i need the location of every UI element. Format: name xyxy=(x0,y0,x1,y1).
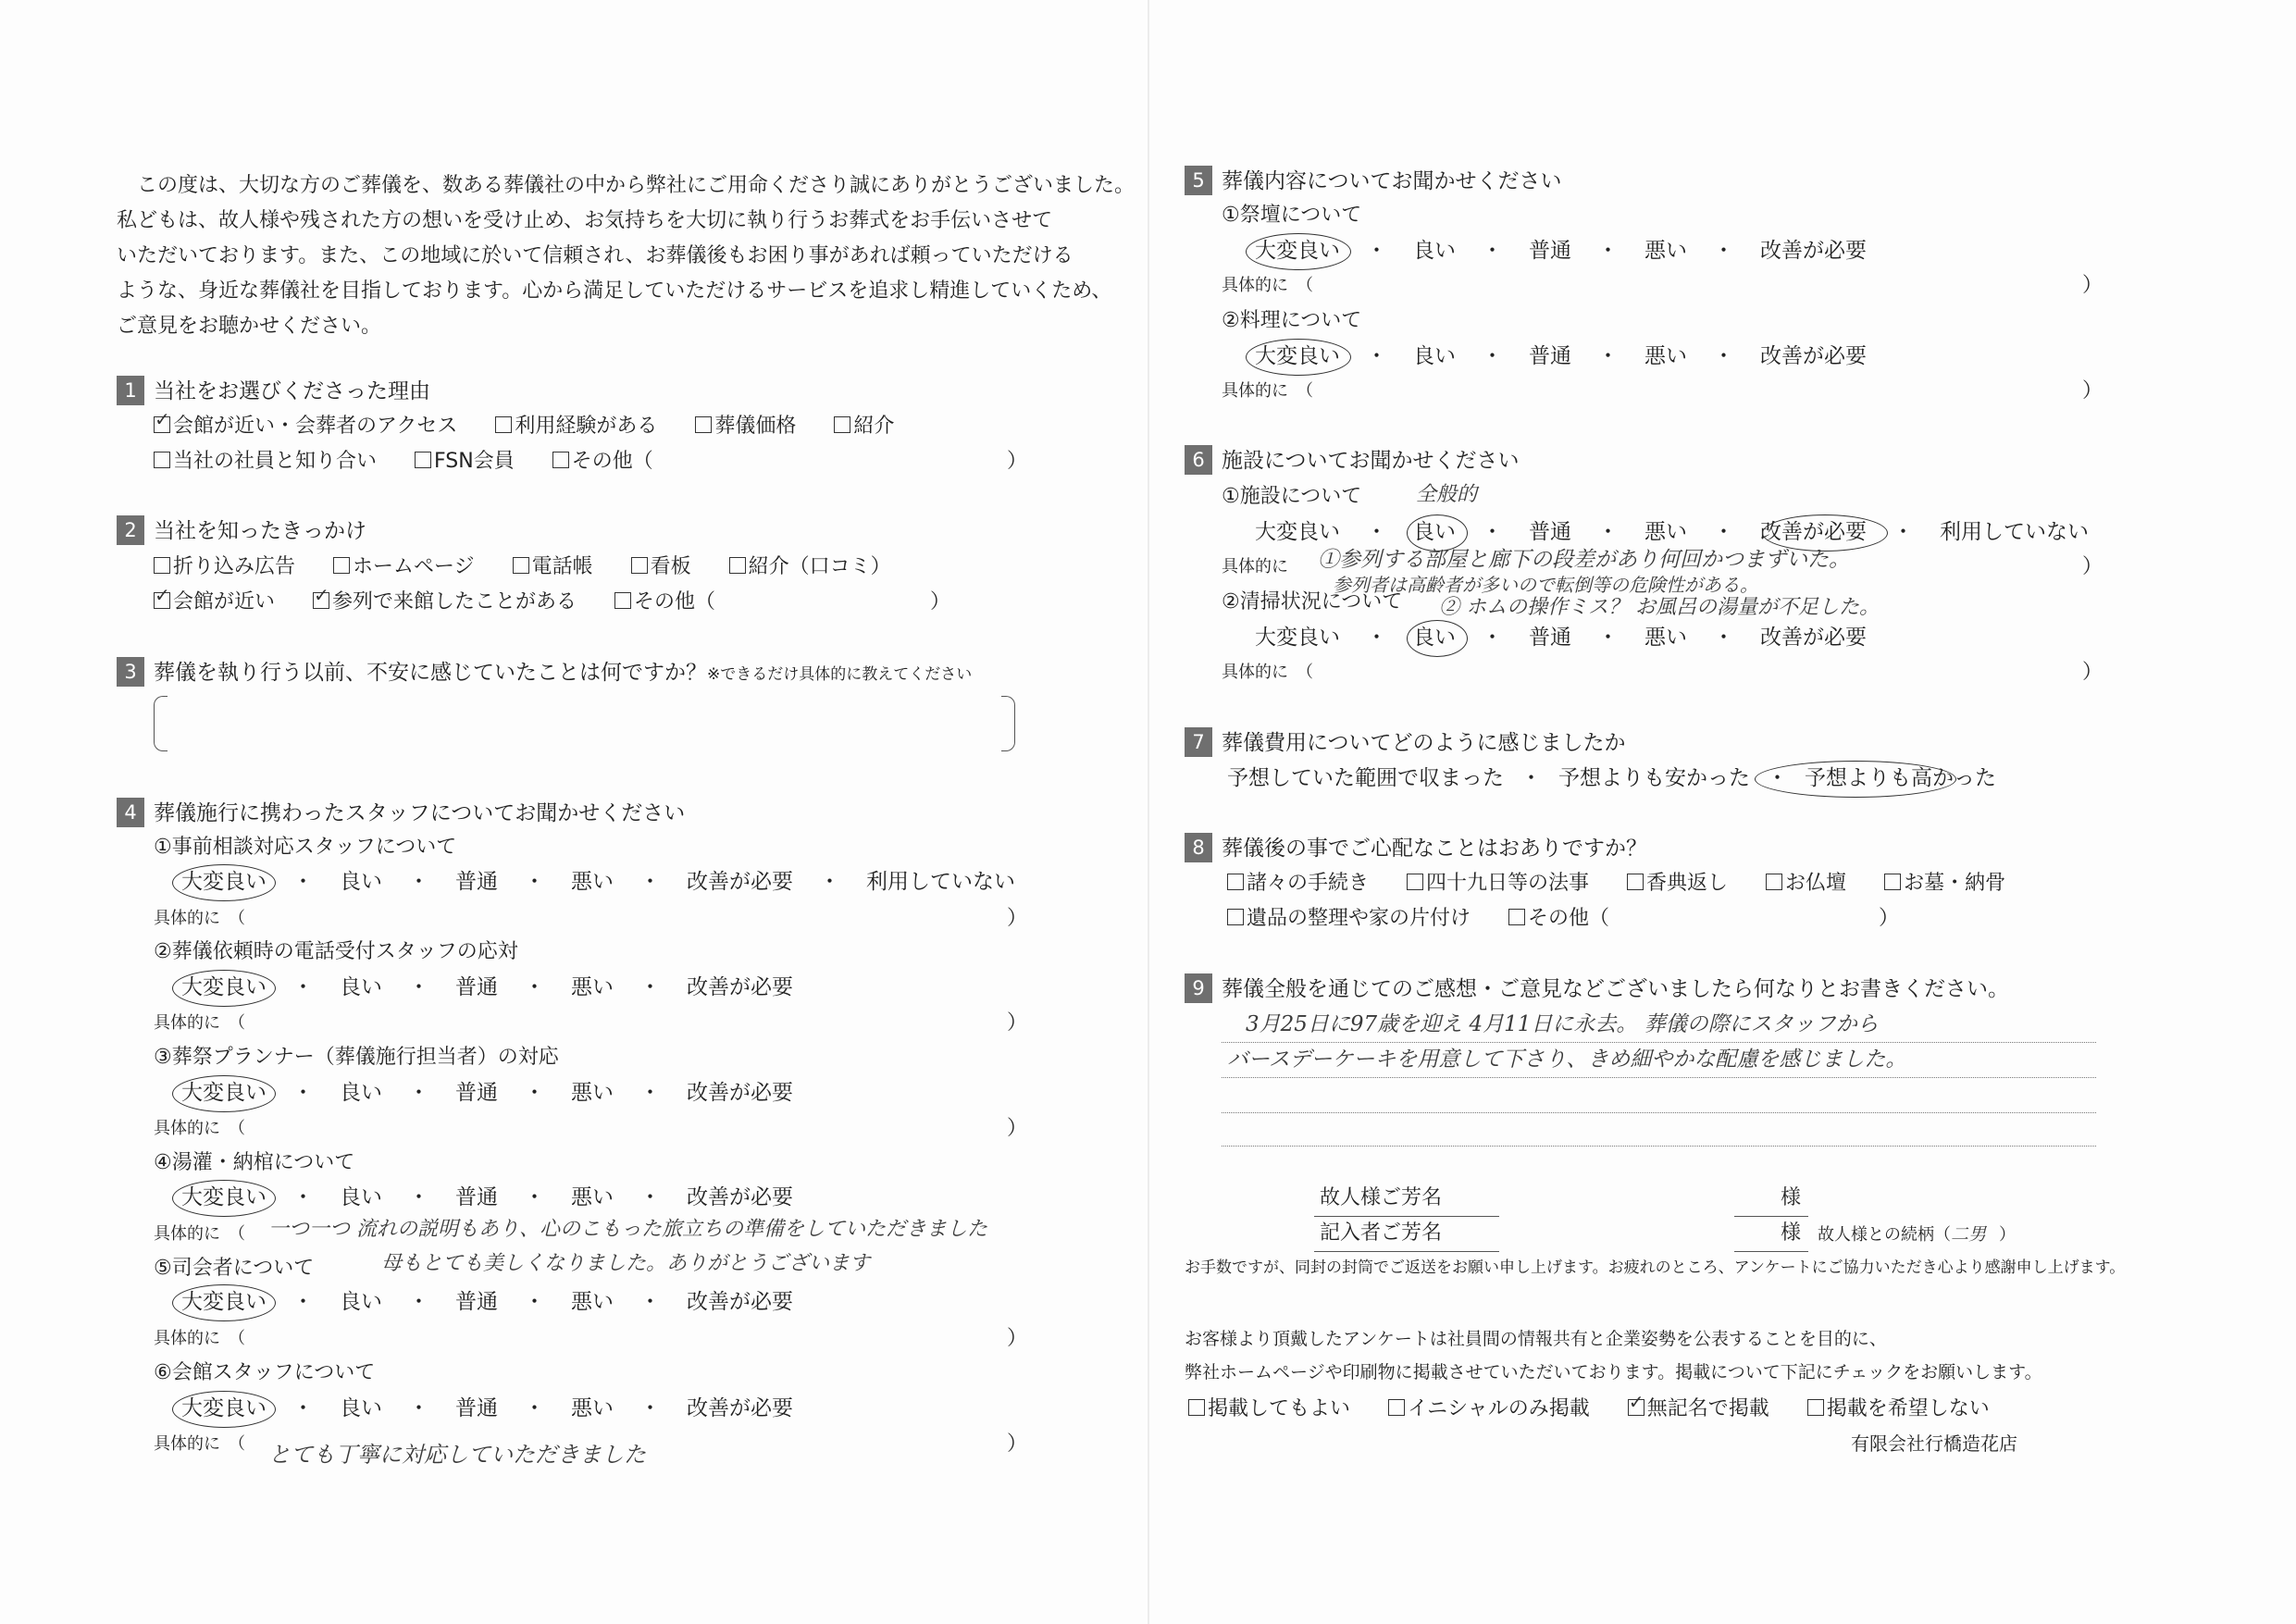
selection-circle xyxy=(1762,514,1888,552)
rating-option[interactable]: 良い xyxy=(340,1290,382,1314)
checkbox[interactable] xyxy=(1227,909,1244,925)
rating-option[interactable]: 大変良い xyxy=(1255,626,1340,650)
checkbox-option[interactable] xyxy=(513,557,593,577)
section-1-row1 xyxy=(154,416,925,437)
rating-option[interactable]: 普通 xyxy=(455,870,498,894)
rating-option[interactable]: 悪い xyxy=(571,975,614,999)
checkbox[interactable] xyxy=(1508,909,1525,925)
checkbox-option[interactable] xyxy=(631,557,691,577)
subquestion: ②葬儀依頼時の電話受付スタッフの応対 xyxy=(154,940,518,963)
handwritten-comment: ①参列する部屋と廊下の段差があり何回かつまずいた。 xyxy=(1318,548,1850,572)
option-label: 当社の社員と知り合い xyxy=(173,450,378,473)
detail-label: 具体的に （ xyxy=(1222,663,1313,682)
option-label: その他（ xyxy=(1528,907,1610,930)
detail-label-text: 具体的に xyxy=(154,1434,220,1454)
rating-row: 大変良い ・ 良い ・ 普通 ・ 悪い ・ 改善が必要 xyxy=(181,975,793,999)
checkbox-option[interactable] xyxy=(1388,1399,1590,1419)
checkbox[interactable] xyxy=(1227,874,1244,890)
selection-circle xyxy=(172,1284,276,1321)
rating-option[interactable]: 改善が必要 xyxy=(687,1396,793,1420)
cost-option[interactable]: 予想していた範囲で収まった xyxy=(1227,766,1504,790)
answer-bracket-right xyxy=(1001,696,1015,751)
intro-line: いただいております。また、この地域に於いて信頼され、お葬儀後もお困り事があれば頼っていただける xyxy=(117,244,1074,267)
answer-line xyxy=(1222,1077,2096,1078)
rating-option[interactable]: 良い xyxy=(340,1396,382,1420)
option-label: イニシャルのみ掲載 xyxy=(1408,1397,1590,1420)
detail-label-text: 具体的に xyxy=(1222,663,1288,682)
section-6-number: 6 xyxy=(1185,445,1212,475)
section-9-number: 9 xyxy=(1185,973,1212,1003)
subquestion: ①祭壇について xyxy=(1222,204,1362,227)
rating-option[interactable]: 悪い xyxy=(571,1290,614,1314)
section-3-number: 3 xyxy=(117,657,144,687)
section-4-number: 4 xyxy=(117,798,144,827)
checkbox-option[interactable] xyxy=(729,557,891,577)
intro-text xyxy=(117,168,1136,344)
close-paren: ） xyxy=(930,590,951,614)
checkbox-option[interactable] xyxy=(1227,874,1369,894)
detail-label-text: 具体的に xyxy=(154,1329,220,1348)
rating-row: 大変良い ・ 良い ・ 普通 ・ 悪い ・ 改善が必要 xyxy=(181,1081,793,1105)
selection-circle xyxy=(172,1180,276,1217)
option-label: 折り込み広告 xyxy=(173,555,296,578)
option-label: その他（ xyxy=(571,450,653,473)
rating-option[interactable]: 悪い xyxy=(1644,626,1687,650)
selection-circle xyxy=(172,970,276,1007)
handwritten-note: 全般的 xyxy=(1416,483,1478,506)
option-label: 会館が近い・会葬者のアクセス xyxy=(173,415,458,438)
checkbox[interactable] xyxy=(154,452,170,468)
checkbox-option[interactable] xyxy=(1807,1399,1990,1419)
section-8-row2 xyxy=(1227,909,1641,929)
answer-line xyxy=(1222,1146,2096,1147)
option-label: 無記名で掲載 xyxy=(1646,1397,1769,1420)
rating-option[interactable]: 大変良い xyxy=(181,975,267,999)
thanks-text: お手数ですが、同封の封筒でご返送をお願い申し上げます。お疲れのところ、アンケートにご協力いただき心より感謝申し上げます。 xyxy=(1185,1258,2126,1277)
detail-label: 具体的に （ xyxy=(154,909,245,928)
relation-label: 故人様との続柄（ xyxy=(1818,1225,1951,1245)
rating-row: 大変良い ・ 良い ・ 普通 ・ 悪い ・ 改善が必要 ・ 利用していない xyxy=(181,870,1015,894)
section-2-title: 当社を知ったきっかけ xyxy=(154,519,366,543)
section-1-title: 当社をお選びくださった理由 xyxy=(154,379,430,403)
section-2-number: 2 xyxy=(117,515,144,545)
rating-option[interactable]: 大変良い xyxy=(1255,344,1340,368)
rating-option[interactable]: 良い xyxy=(340,870,382,894)
checkbox-option[interactable] xyxy=(834,416,894,437)
detail-label xyxy=(1222,559,1288,576)
rating-row: 大変良い ・ 良い ・ 普通 ・ 悪い ・ 改善が必要 xyxy=(1255,344,1867,368)
rating-option[interactable]: 悪い xyxy=(1644,344,1687,368)
answer-line xyxy=(1222,1042,2096,1043)
rating-option[interactable]: 悪い xyxy=(571,1396,614,1420)
checkbox-option[interactable] xyxy=(1628,1399,1769,1419)
checkbox-checked[interactable] xyxy=(1628,1399,1644,1416)
section-8-number: 8 xyxy=(1185,833,1212,862)
selection-circle xyxy=(1246,233,1351,270)
section-2-row2 xyxy=(154,592,747,613)
option-label: その他（ xyxy=(634,590,716,614)
checkbox[interactable] xyxy=(695,416,712,433)
checkbox[interactable] xyxy=(631,557,648,574)
rating-option[interactable]: 普通 xyxy=(1529,520,1571,544)
subquestion: ⑥会館スタッフについて xyxy=(154,1361,376,1384)
writer-name-line[interactable] xyxy=(1314,1251,1499,1252)
section-1-number: 1 xyxy=(117,376,144,405)
section-1-row2 xyxy=(154,452,685,472)
rating-option[interactable]: 良い xyxy=(1413,344,1456,368)
selection-circle xyxy=(1755,761,1956,798)
close-paren: ） xyxy=(1007,1011,1028,1035)
rating-option[interactable]: 大変良い xyxy=(181,1185,267,1209)
option-label: 四十九日等の法事 xyxy=(1426,872,1590,895)
relation-close: ） xyxy=(1999,1225,2017,1245)
subquestion: ⑤司会者について xyxy=(154,1257,315,1280)
selection-circle xyxy=(172,1391,276,1428)
consent-options xyxy=(1188,1399,2021,1419)
answer-bracket-left xyxy=(154,696,168,751)
handwritten-comment: 参列者は高齢者が多いので転倒等の危険性がある。 xyxy=(1333,574,1758,596)
checkbox[interactable] xyxy=(1766,874,1782,890)
selection-circle xyxy=(1407,620,1468,657)
rating-option[interactable]: 大変良い xyxy=(181,1081,267,1105)
section-3-title xyxy=(154,663,972,684)
cost-option[interactable]: 予想よりも安かった xyxy=(1558,766,1750,790)
detail-label-text: 具体的に xyxy=(154,1013,220,1033)
consent-text: 弊社ホームページや印刷物に掲載させていただいております。掲載について下記にチェックをお願いします。 xyxy=(1185,1362,2042,1382)
subquestion: ③葬祭プランナー（葬儀施行担当者）の対応 xyxy=(154,1046,559,1069)
rating-option[interactable]: 改善が必要 xyxy=(687,1081,793,1105)
rating-option[interactable]: 利用していない xyxy=(1940,520,2089,544)
intro-line: 私どもは、故人様や残された方の想いを受け止め、お気持ちを大切に執り行うお葬式をお手伝いさせて xyxy=(117,209,1053,232)
checkbox-option[interactable] xyxy=(415,452,515,472)
detail-label-text: 具体的に xyxy=(154,1119,220,1138)
close-paren: ） xyxy=(1007,1432,1028,1456)
checkbox-option[interactable] xyxy=(1188,1399,1350,1419)
rating-option[interactable]: 良い xyxy=(1413,239,1456,263)
close-paren: ） xyxy=(1879,907,1900,930)
option-label: 会館が近い xyxy=(173,590,276,614)
checkbox-option[interactable] xyxy=(154,557,295,577)
option-label: お仏壇 xyxy=(1785,872,1847,895)
deceased-name-line[interactable] xyxy=(1314,1216,1499,1217)
detail-label: 具体的に （ xyxy=(154,1013,245,1033)
cost-options: 予想していた範囲で収まった ・ 予想よりも安かった ・ 予想よりも高かった xyxy=(1227,766,1996,790)
writer-name-label: 記入者ご芳名 xyxy=(1320,1221,1443,1245)
detail-label: 具体的に （ xyxy=(154,1224,245,1244)
handwritten-comment: バースデーケーキを用意して下さり、きめ細やかな配慮を感じました。 xyxy=(1227,1048,1907,1072)
checkbox-option[interactable] xyxy=(1407,874,1589,894)
checkbox[interactable] xyxy=(834,416,850,433)
handwritten-comment: ② ホムの操作ミス？ お風呂の湯量が不足した。 xyxy=(1439,596,1880,619)
checkbox-option[interactable] xyxy=(1227,909,1471,929)
checkbox[interactable] xyxy=(154,557,170,574)
close-paren: ） xyxy=(2082,379,2104,403)
rating-option[interactable]: 大変良い xyxy=(181,1396,267,1420)
section-5-number: 5 xyxy=(1185,166,1212,195)
option-label: 葬儀価格 xyxy=(714,415,797,438)
section-6-title: 施設についてお聞かせください xyxy=(1222,449,1520,473)
detail-label: 具体的に （ xyxy=(154,1329,245,1348)
rating-option[interactable]: 悪い xyxy=(571,870,614,894)
rating-option[interactable]: 大変良い xyxy=(181,1290,267,1314)
relation-field[interactable] xyxy=(1818,1226,2016,1244)
detail-label: 具体的に （ xyxy=(154,1119,245,1138)
detail-label-text: 具体的に xyxy=(154,909,220,928)
sama-line xyxy=(1734,1251,1808,1252)
checkbox[interactable] xyxy=(1627,874,1644,890)
rating-option[interactable]: 悪い xyxy=(571,1185,614,1209)
rating-option[interactable]: 普通 xyxy=(1529,344,1571,368)
deceased-name-label: 故人様ご芳名 xyxy=(1320,1186,1443,1209)
checkbox-option[interactable] xyxy=(1508,909,1609,929)
option-label: 電話帳 xyxy=(531,555,593,578)
intro-line: ご意見をお聴かせください。 xyxy=(117,315,382,338)
rating-option[interactable]: 普通 xyxy=(455,1290,498,1314)
close-paren: ） xyxy=(1007,1117,1028,1140)
checkbox-option[interactable] xyxy=(1884,874,2005,894)
section-4-title: 葬儀施行に携わったスタッフについてお聞かせください xyxy=(154,801,686,825)
rating-option[interactable]: 普通 xyxy=(455,975,498,999)
checkbox[interactable] xyxy=(729,557,746,574)
section-9-title: 葬儀全般を通じてのご感想・ご意見などございましたら何なりとお書きください。 xyxy=(1222,977,2009,1001)
checkbox-option[interactable] xyxy=(154,592,275,613)
consent-text: お客様より頂戴したアンケートは社員間の情報共有と企業姿勢を公表することを目的に、 xyxy=(1185,1329,1887,1349)
option-label: 紹介 xyxy=(853,415,895,438)
rating-option[interactable]: 改善が必要 xyxy=(1760,344,1867,368)
rating-row: 大変良い ・ 良い ・ 普通 ・ 悪い ・ 改善が必要 xyxy=(1255,626,1867,650)
intro-line: この度は、大切な方のご葬儀を、数ある葬儀社の中から弊社にご用命くださり誠にありがとうございました。 xyxy=(137,174,1136,197)
rating-option[interactable]: 改善が必要 xyxy=(687,1185,793,1209)
checkbox-option[interactable] xyxy=(333,557,475,577)
rating-row: 大変良い ・ 良い ・ 普通 ・ 悪い ・ 改善が必要 xyxy=(1255,239,1867,263)
rating-option[interactable]: 大変良い xyxy=(1255,239,1340,263)
rating-option[interactable]: 悪い xyxy=(1644,239,1687,263)
section-5-title: 葬儀内容についてお聞かせください xyxy=(1222,169,1562,193)
option-label: 利用経験がある xyxy=(515,415,658,438)
close-paren: ） xyxy=(1007,1327,1028,1350)
rating-option[interactable]: 普通 xyxy=(1529,626,1571,650)
close-paren: ） xyxy=(2082,661,2104,684)
rating-option[interactable]: 改善が必要 xyxy=(1760,626,1867,650)
rating-option[interactable]: 利用していない xyxy=(866,870,1015,894)
detail-label-text: 具体的に xyxy=(154,1224,220,1244)
rating-option[interactable]: 改善が必要 xyxy=(687,870,793,894)
rating-row: 大変良い ・ 良い ・ 普通 ・ 悪い ・ 改善が必要 ・ 利用していない xyxy=(1255,520,2089,544)
checkbox[interactable] xyxy=(1807,1399,1824,1416)
option-label: FSN会員 xyxy=(434,450,515,473)
rating-option[interactable]: 普通 xyxy=(1529,239,1571,263)
checkbox[interactable] xyxy=(513,557,529,574)
option-label: 参列で来館したことがある xyxy=(332,590,577,614)
answer-line xyxy=(1222,1112,2096,1113)
section-3-note: ※できるだけ具体的に教えてください xyxy=(707,665,973,684)
handwritten-comment: 母もとても美しくなりました。ありがとうございます xyxy=(381,1252,871,1275)
selection-circle xyxy=(1407,514,1468,552)
page-fold xyxy=(1148,0,1149,1624)
checkbox[interactable] xyxy=(1884,874,1901,890)
subquestion: ①事前相談対応スタッフについて xyxy=(154,836,457,859)
detail-label-text: 具体的に xyxy=(1222,276,1288,295)
checkbox-option[interactable] xyxy=(1766,874,1846,894)
checkbox-option[interactable] xyxy=(154,416,457,437)
rating-option[interactable]: 普通 xyxy=(455,1185,498,1209)
relation-value: 二男 xyxy=(1951,1224,1987,1245)
section-7-number: 7 xyxy=(1185,727,1212,757)
handwritten-comment: とても丁寧に対応していただきました xyxy=(268,1442,646,1468)
rating-option[interactable]: 普通 xyxy=(455,1081,498,1105)
checkbox-option[interactable] xyxy=(552,452,653,472)
close-paren: ） xyxy=(1007,907,1028,930)
detail-label: 具体的に （ xyxy=(154,1434,245,1454)
checkbox-option[interactable] xyxy=(154,452,377,472)
close-paren: ） xyxy=(2082,274,2104,297)
section-7-title: 葬儀費用についてどのように感じましたか xyxy=(1222,731,1626,755)
close-paren: ） xyxy=(2082,555,2104,578)
option-label: 香典返し xyxy=(1646,872,1729,895)
rating-option[interactable]: 良い xyxy=(340,1185,382,1209)
close-paren: ） xyxy=(1007,450,1028,473)
checkbox-checked[interactable] xyxy=(154,592,170,609)
option-label: 看板 xyxy=(650,555,691,578)
checkbox[interactable] xyxy=(1388,1399,1405,1416)
sama-line xyxy=(1734,1216,1808,1217)
option-label: お墓・納骨 xyxy=(1904,872,2006,895)
sama-label: 様 xyxy=(1781,1186,1802,1209)
rating-option[interactable]: 良い xyxy=(1413,626,1456,650)
detail-label-text: 具体的に xyxy=(1222,381,1288,401)
selection-circle xyxy=(172,864,276,901)
section-2-row1 xyxy=(154,557,923,577)
handwritten-comment: 3月25日に97歳を迎え 4月11日に永去。 葬儀の際にスタッフから xyxy=(1246,1012,1879,1036)
rating-option[interactable]: 良い xyxy=(1413,520,1456,544)
option-label: 掲載してもよい xyxy=(1208,1397,1351,1420)
rating-row: 大変良い ・ 良い ・ 普通 ・ 悪い ・ 改善が必要 xyxy=(181,1396,793,1420)
checkbox-option[interactable] xyxy=(313,592,577,613)
subquestion: ②料理について xyxy=(1222,309,1362,332)
checkbox[interactable] xyxy=(495,416,512,433)
cost-option[interactable]: 予想よりも高かった xyxy=(1805,766,1996,790)
checkbox[interactable] xyxy=(333,557,350,574)
checkbox[interactable] xyxy=(1407,874,1423,890)
rating-row: 大変良い ・ 良い ・ 普通 ・ 悪い ・ 改善が必要 xyxy=(181,1185,793,1209)
rating-option[interactable]: 普通 xyxy=(455,1396,498,1420)
rating-option[interactable]: 良い xyxy=(340,975,382,999)
section-8-title: 葬儀後の事でご心配なことはおありですか？ xyxy=(1222,837,1647,861)
rating-option[interactable]: 悪い xyxy=(1644,520,1687,544)
company-name: 有限会社行橋造花店 xyxy=(1851,1432,2017,1455)
checkbox[interactable] xyxy=(1188,1399,1205,1416)
checkbox-option[interactable] xyxy=(1627,874,1728,894)
option-label: 遺品の整理や家の片付け xyxy=(1247,907,1471,930)
subquestion: ④湯灌・納棺について xyxy=(154,1151,355,1174)
option-label: 掲載を希望しない xyxy=(1826,1397,1990,1420)
detail-label-text: 具体的に xyxy=(1222,557,1288,576)
sama-label: 様 xyxy=(1781,1221,1802,1245)
detail-label: 具体的に （ xyxy=(1222,276,1313,295)
selection-circle xyxy=(172,1075,276,1112)
section-3-question: 葬儀を執り行う以前、不安に感じていたことは何ですか？ xyxy=(154,661,707,685)
checkbox-checked[interactable] xyxy=(154,416,170,433)
subquestion: ②清掃状況について xyxy=(1222,590,1403,614)
checkbox-option[interactable] xyxy=(614,592,715,613)
section-8-row1 xyxy=(1227,874,2037,894)
option-label: 紹介（口コミ） xyxy=(748,555,891,578)
checkbox-option[interactable] xyxy=(495,416,657,437)
subquestion: ①施設について xyxy=(1222,485,1362,508)
rating-option[interactable]: 大変良い xyxy=(181,870,267,894)
rating-option[interactable]: 改善が必要 xyxy=(687,975,793,999)
rating-row: 大変良い ・ 良い ・ 普通 ・ 悪い ・ 改善が必要 xyxy=(181,1290,793,1314)
checkbox[interactable] xyxy=(415,452,431,468)
rating-option[interactable]: 大変良い xyxy=(1255,520,1340,544)
detail-label: 具体的に （ xyxy=(1222,381,1313,401)
rating-option[interactable]: 改善が必要 xyxy=(1760,520,1867,544)
rating-option[interactable]: 改善が必要 xyxy=(687,1290,793,1314)
checkbox[interactable] xyxy=(552,452,569,468)
checkbox[interactable] xyxy=(614,592,631,609)
rating-option[interactable]: 悪い xyxy=(571,1081,614,1105)
selection-circle xyxy=(1246,339,1351,376)
checkbox-checked[interactable] xyxy=(313,592,329,609)
checkbox-option[interactable] xyxy=(695,416,796,437)
option-label: ホームページ xyxy=(353,555,475,578)
intro-line: ような、身近な葬儀社を目指しております。心から満足していただけるサービスを追求し精進していくため、 xyxy=(117,279,1112,303)
rating-option[interactable]: 良い xyxy=(340,1081,382,1105)
handwritten-comment: 一つ一つ 流れの説明もあり、心のこもった旅立ちの準備をしていただきました xyxy=(268,1218,987,1241)
rating-option[interactable]: 改善が必要 xyxy=(1760,239,1867,263)
option-label: 諸々の手続き xyxy=(1247,872,1370,895)
